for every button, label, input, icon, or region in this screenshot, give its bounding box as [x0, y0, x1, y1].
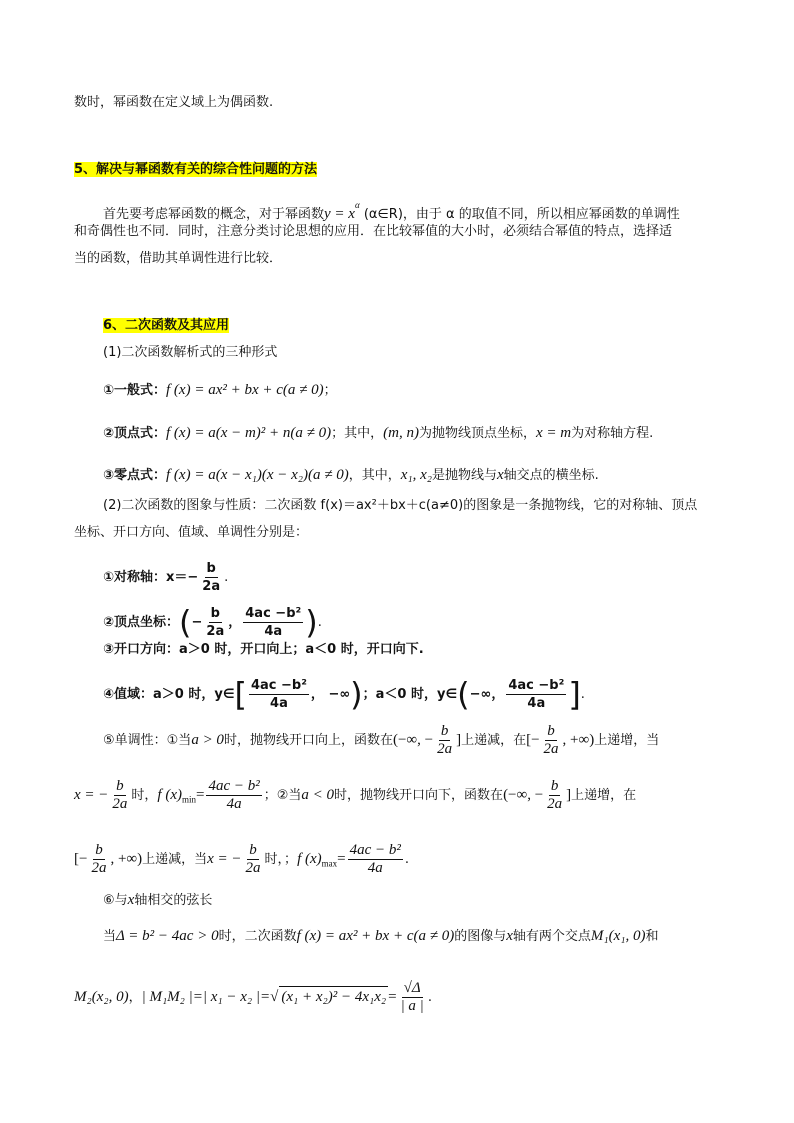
denominator: 4a	[270, 696, 288, 711]
fraction	[435, 723, 454, 758]
fraction	[206, 778, 261, 813]
text: ⑥与	[103, 893, 128, 908]
text: (α∈R)，由于 α 的取值不同，所以相应幂函数的单调性	[363, 207, 680, 222]
text: ，其中，	[348, 468, 401, 483]
fraction	[110, 778, 129, 813]
text: 上递减，当	[142, 852, 208, 867]
text: 数时，幂函数在定义域上为偶函数.	[74, 95, 274, 110]
fraction	[545, 778, 564, 813]
sqrt-symbol: √	[270, 989, 279, 1005]
text: .	[404, 852, 410, 867]
denominator: 2a	[543, 741, 559, 757]
math: Δ = b² − 4ac > 0	[116, 928, 219, 944]
math: | M₁M₂ |=| x₁ − x₂ |=	[141, 989, 271, 1005]
math: y = x	[324, 206, 355, 222]
text: 时，	[131, 788, 158, 803]
text: ，	[128, 990, 142, 1005]
denominator: | a |	[400, 998, 424, 1014]
subsection-1	[103, 343, 794, 363]
math-sub: max	[321, 858, 338, 869]
denominator: 2a	[547, 796, 563, 812]
numerator: 4ac − b²	[208, 778, 260, 794]
text: 为抛物线顶点坐标，	[419, 426, 537, 441]
numerator: b	[249, 842, 257, 858]
heading-text: 6、二次函数及其应用	[103, 318, 230, 333]
numerator: 4ac −b²	[250, 678, 307, 693]
numerator: 4ac − b²	[349, 842, 401, 858]
text: 时，二次函数	[218, 929, 297, 944]
math: ]	[566, 787, 572, 803]
fraction	[243, 605, 303, 640]
label: ②顶点式：	[103, 426, 167, 441]
fraction	[244, 842, 263, 877]
numerator: b	[116, 778, 124, 794]
math: =	[337, 851, 346, 867]
fraction	[399, 980, 426, 1015]
math: f (x) = ax² + bx + c(a ≠ 0)	[166, 382, 324, 398]
label: ③零点式：	[103, 468, 167, 483]
section-5-line-3	[74, 249, 794, 269]
denominator: 4a	[367, 860, 383, 876]
text: 上递减，在	[461, 733, 527, 748]
math: M₂(x₂, 0)	[74, 989, 129, 1005]
text: ⑤单调性：①当	[103, 733, 192, 748]
text: 上递增，在	[571, 788, 637, 803]
text: ；	[323, 383, 337, 398]
label: ①对称轴：x＝−	[103, 570, 199, 585]
text: 时，；	[264, 852, 298, 867]
math: [−	[74, 851, 88, 867]
math-radicand: (x₁ + x₂)² − 4x₁x₂	[279, 986, 388, 1007]
property-monotonic-2	[74, 778, 794, 813]
denominator: 2a	[206, 624, 225, 639]
text: 轴相交的弦长	[134, 893, 213, 908]
property-chord	[103, 890, 794, 911]
subsection-2-line-2	[74, 523, 794, 543]
property-monotonic-3	[74, 842, 794, 877]
math: f (x)	[157, 787, 182, 803]
text: −∞，	[469, 687, 505, 702]
text: .	[317, 615, 322, 630]
property-axis	[103, 560, 794, 595]
text: 时，抛物线开口向下，函数在	[334, 788, 504, 803]
paren: (	[457, 675, 470, 714]
math: a < 0	[301, 787, 335, 803]
math-sup: α	[354, 200, 360, 210]
bracket: [	[234, 675, 247, 714]
text: ；a＜0 时，y∈	[362, 687, 458, 702]
math: x = m	[536, 425, 572, 441]
text: 坐标、开口方向、值域、单调性分别是：	[74, 525, 309, 540]
section-5-line-2	[74, 222, 794, 242]
fraction	[542, 723, 561, 758]
form-general	[103, 380, 794, 401]
paren: )	[350, 675, 363, 714]
math: x = −	[74, 787, 109, 803]
math: [−	[526, 732, 540, 748]
denominator: 2a	[202, 579, 221, 594]
form-zero	[103, 465, 794, 486]
label: ②顶点坐标：	[103, 615, 180, 630]
denominator: 2a	[91, 860, 107, 876]
numerator: b	[95, 842, 103, 858]
math: (−∞, −	[392, 732, 434, 748]
text: 是抛物线与	[431, 468, 497, 483]
fraction	[249, 677, 309, 712]
math: , +∞)	[562, 732, 595, 748]
section-6-heading	[103, 316, 794, 336]
property-direction	[103, 640, 794, 660]
math: x	[506, 928, 513, 944]
property-range	[103, 677, 794, 712]
text: 当的函数，借助其单调性进行比较．	[74, 251, 283, 266]
paragraph-continuation	[74, 93, 794, 113]
text: ；其中，	[331, 426, 384, 441]
math: x₁, x₂	[400, 467, 432, 483]
math: f (x)	[297, 851, 322, 867]
denominator: 2a	[437, 741, 453, 757]
denominator: 4a	[527, 696, 546, 711]
bracket: ]	[568, 675, 581, 714]
math: M₁(x₁, 0)	[590, 928, 646, 944]
math: , +∞)	[110, 851, 143, 867]
math: x	[127, 892, 135, 908]
numerator: 4ac −b²	[245, 606, 302, 621]
numerator: b	[547, 723, 555, 739]
math: f (x) = a(x − x₁)(x − x₂)(a ≠ 0)	[166, 467, 349, 483]
fraction	[89, 842, 108, 877]
text: −	[191, 615, 203, 630]
fraction	[506, 677, 566, 712]
math: x = −	[207, 851, 242, 867]
numerator: 4ac −b²	[508, 678, 565, 693]
fraction	[204, 605, 226, 640]
paren: )	[305, 603, 318, 642]
text: 上递增，当	[594, 733, 660, 748]
paren: (	[179, 603, 192, 642]
numerator: b	[440, 723, 449, 739]
subsection-2-line-1	[103, 496, 794, 516]
denominator: 2a	[245, 860, 261, 876]
text: ；②当	[263, 788, 302, 803]
chord-line-1	[103, 926, 794, 947]
denominator: 4a	[264, 624, 283, 639]
text: ，	[228, 615, 242, 630]
text: .	[427, 990, 432, 1005]
text: 时，抛物线开口向上，函数在	[223, 733, 393, 748]
math: =	[196, 787, 205, 803]
text: 和	[645, 929, 659, 944]
text: .	[224, 570, 229, 585]
text: 的图像与	[454, 929, 507, 944]
numerator: √Δ	[403, 980, 421, 996]
heading-text: 5、解决与幂函数有关的综合性问题的方法	[74, 162, 318, 177]
denominator: 2a	[112, 796, 128, 812]
label: ①一般式：	[103, 383, 167, 398]
text: .	[580, 687, 585, 702]
text: (2)二次函数的图象与性质：二次函数 f(x)＝ax²＋bx＋c(a≠0)的图象是一条抛物线，它的对称轴、顶点	[103, 498, 698, 513]
property-vertex	[103, 605, 794, 640]
text: ③开口方向：a＞0 时，开口向上；a＜0 时，开口向下.	[103, 642, 424, 657]
text: 轴有两个交点	[512, 929, 591, 944]
numerator: b	[210, 606, 220, 621]
numerator: b	[550, 778, 559, 794]
text: 轴交点的横坐标.	[503, 468, 599, 483]
math: f (x) = ax² + bx + c(a ≠ 0)	[296, 928, 455, 944]
text: (1)二次函数解析式的三种形式	[103, 345, 278, 360]
math: x	[497, 467, 504, 483]
text: 为对称轴方程.	[571, 426, 654, 441]
denominator: 4a	[226, 796, 242, 812]
property-monotonic-1	[103, 723, 794, 758]
math: ]	[456, 732, 462, 748]
text: 和奇偶性也不同．同时，注意分类讨论思想的应用．在比较幂值的大小时，必须结合幂值的特点，选择适	[74, 224, 673, 239]
numerator: b	[206, 561, 216, 576]
text: 首先要考虑幂函数的概念，对于幂函数	[103, 207, 325, 222]
math: =	[388, 989, 397, 1005]
math: f (x) = a(x − m)² + n(a ≠ 0)	[166, 425, 332, 441]
section-5-line-1	[103, 195, 794, 225]
math-sub: min	[182, 794, 197, 805]
math: (−∞, −	[503, 787, 544, 803]
fraction	[348, 842, 403, 877]
section-5-heading	[74, 160, 794, 180]
fraction	[200, 560, 222, 595]
label: ④值域：a＞0 时，y∈	[103, 687, 235, 702]
math: a > 0	[191, 732, 224, 748]
text: 当	[103, 929, 117, 944]
chord-line-2	[74, 980, 794, 1015]
form-vertex	[103, 423, 794, 444]
math: (m, n)	[383, 425, 419, 441]
text: ， −∞	[310, 687, 351, 702]
